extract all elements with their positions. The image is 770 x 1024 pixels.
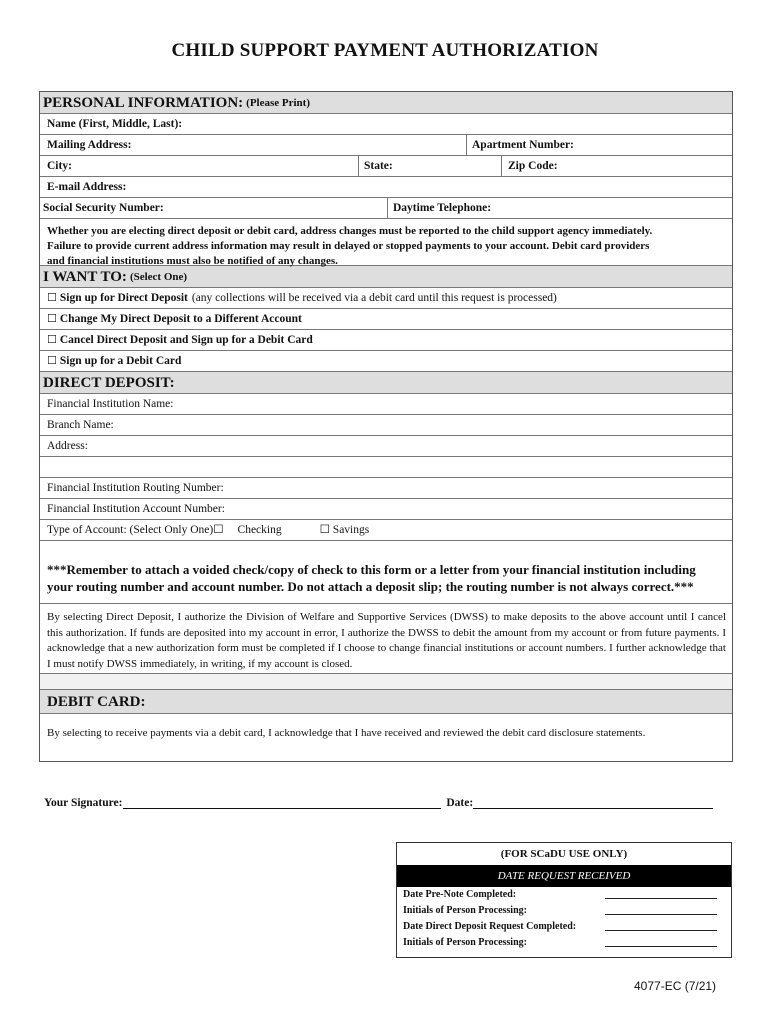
checkbox-icon[interactable]: ☐: [47, 291, 57, 304]
city-field[interactable]: [40, 156, 358, 176]
routing-number-field[interactable]: [40, 478, 732, 499]
office-line: [397, 887, 731, 903]
zip-label: Zip Code:: [508, 160, 558, 172]
office-use-heading: (FOR SCaDU USE ONLY): [500, 848, 628, 860]
want-to-header: [40, 266, 732, 288]
office-use-box: [396, 842, 732, 958]
routing-number-label: Financial Institution Routing Number:: [47, 482, 224, 494]
option-direct-deposit[interactable]: [40, 288, 732, 309]
address-continuation-field[interactable]: [40, 457, 732, 478]
signature-label: Your Signature:: [44, 797, 123, 809]
option-debit-card[interactable]: [40, 351, 732, 372]
checking-option[interactable]: Checking: [237, 524, 282, 536]
form-number: 4077-EC (7/21): [634, 979, 717, 993]
debit-card-header: DEBIT CARD:: [40, 690, 732, 714]
name-label: Name (First, Middle, Last):: [47, 118, 183, 130]
office-line: [397, 935, 731, 951]
want-to-heading: I WANT TO:: [43, 269, 127, 285]
notice-line: Whether you are electing direct deposit or debit card, address changes must be reported to the child support agency immediately.: [47, 225, 653, 237]
office-line-label: Initials of Person Processing:: [403, 905, 527, 916]
ssn-field[interactable]: [40, 198, 387, 218]
debit-card-acknowledgement: By selecting to receive payments via a debit card, I acknowledge that I have received and reviewed the debit card disclosure statements.: [40, 714, 732, 762]
office-line-field[interactable]: [605, 919, 717, 931]
office-line-field[interactable]: [605, 887, 717, 899]
ssn-label: Social Security Number:: [43, 202, 164, 214]
name-field[interactable]: [40, 114, 732, 135]
account-number-field[interactable]: [40, 499, 732, 520]
account-type-label[interactable]: Type of Account: (Select Only One)☐: [47, 524, 224, 536]
date-received-heading: DATE REQUEST RECEIVED: [397, 865, 731, 887]
office-line-label: Initials of Person Processing:: [403, 937, 527, 948]
account-number-label: Financial Institution Account Number:: [47, 503, 225, 515]
notice-line: and financial institutions must also be notified of any changes.: [47, 255, 338, 267]
option-change-deposit[interactable]: [40, 309, 732, 330]
want-to-subheading: (Select One): [129, 271, 188, 283]
direct-deposit-heading: DIRECT DEPOSIT:: [43, 375, 175, 391]
office-line-field[interactable]: [605, 903, 717, 915]
personal-info-subheading: (Please Print): [246, 97, 310, 109]
voided-check-reminder: [40, 541, 732, 604]
section-divider: [40, 674, 732, 690]
mailing-address-label: Mailing Address:: [47, 139, 132, 151]
signature-line: [44, 797, 713, 809]
address-label: Address:: [47, 440, 88, 452]
office-line-field[interactable]: [605, 935, 717, 947]
branch-name-label: Branch Name:: [47, 419, 114, 431]
institution-name-label: Financial Institution Name:: [47, 398, 174, 410]
address-change-notice: [40, 219, 732, 266]
account-type-field[interactable]: [40, 520, 732, 541]
date-field[interactable]: [473, 797, 713, 809]
city-label: City:: [47, 160, 72, 172]
apartment-field[interactable]: [466, 135, 732, 155]
mailing-address-field[interactable]: [40, 135, 466, 155]
checkbox-icon[interactable]: ☐: [47, 312, 57, 325]
address-field[interactable]: [40, 436, 732, 457]
date-label: Date:: [446, 797, 474, 809]
personal-info-heading: PERSONAL INFORMATION:: [43, 95, 244, 111]
option-cancel-deposit[interactable]: [40, 330, 732, 351]
phone-label: Daytime Telephone:: [393, 202, 492, 214]
option-label: Sign up for a Debit Card: [59, 355, 182, 367]
reminder-line: ***Remember to attach a voided check/copy of check to this form or a letter from your financial institution including: [47, 562, 696, 577]
email-label: E-mail Address:: [47, 181, 127, 193]
option-note: (any collections will be received via a debit card until this request is processed): [191, 292, 557, 304]
state-label: State:: [364, 160, 393, 172]
direct-deposit-header: [40, 372, 732, 394]
savings-option[interactable]: ☐ Savings: [319, 524, 370, 536]
email-field[interactable]: [40, 177, 732, 198]
office-line-label: Date Direct Deposit Request Completed:: [403, 921, 577, 932]
personal-info-header: [40, 92, 732, 114]
option-label: Sign up for Direct Deposit: [59, 292, 188, 304]
reminder-line: your routing number and account number. Do not attach a deposit slip; the routing number is not always correct.***: [47, 579, 694, 594]
checkbox-icon[interactable]: ☐: [47, 333, 57, 346]
signature-field[interactable]: [123, 797, 441, 809]
checkbox-icon[interactable]: ☐: [47, 354, 57, 367]
office-line: [397, 919, 731, 935]
authorization-form: [39, 91, 733, 762]
state-field[interactable]: [358, 156, 501, 176]
institution-name-field[interactable]: [40, 394, 732, 415]
direct-deposit-authorization-text: By selecting Direct Deposit, I authorize the Division of Welfare and Supportive Services (DWSS) to make deposits to the above account until I cancel this authorization. If funds are deposited into my account in error, I authorize the DWSS to debit the amount from my account or from future payments. I acknowledge that a new authorization form must be completed if I choose to change financial institutions or account numbers. I further acknowledge that I must notify DWSS immediately, in writing, if my account is closed.: [40, 604, 732, 674]
phone-field[interactable]: [387, 198, 732, 218]
apartment-label: Apartment Number:: [472, 139, 574, 151]
option-label: Cancel Direct Deposit and Sign up for a Debit Card: [59, 334, 313, 346]
branch-name-field[interactable]: [40, 415, 732, 436]
office-line-label: Date Pre-Note Completed:: [403, 889, 517, 900]
option-label: Change My Direct Deposit to a Different Account: [59, 313, 302, 325]
zip-field[interactable]: [501, 156, 732, 176]
form-title: CHILD SUPPORT PAYMENT AUTHORIZATION: [171, 40, 599, 61]
notice-line: Failure to provide current address information may result in delayed or stopped payments to your account. Debit card providers: [47, 240, 650, 252]
office-line: [397, 903, 731, 919]
